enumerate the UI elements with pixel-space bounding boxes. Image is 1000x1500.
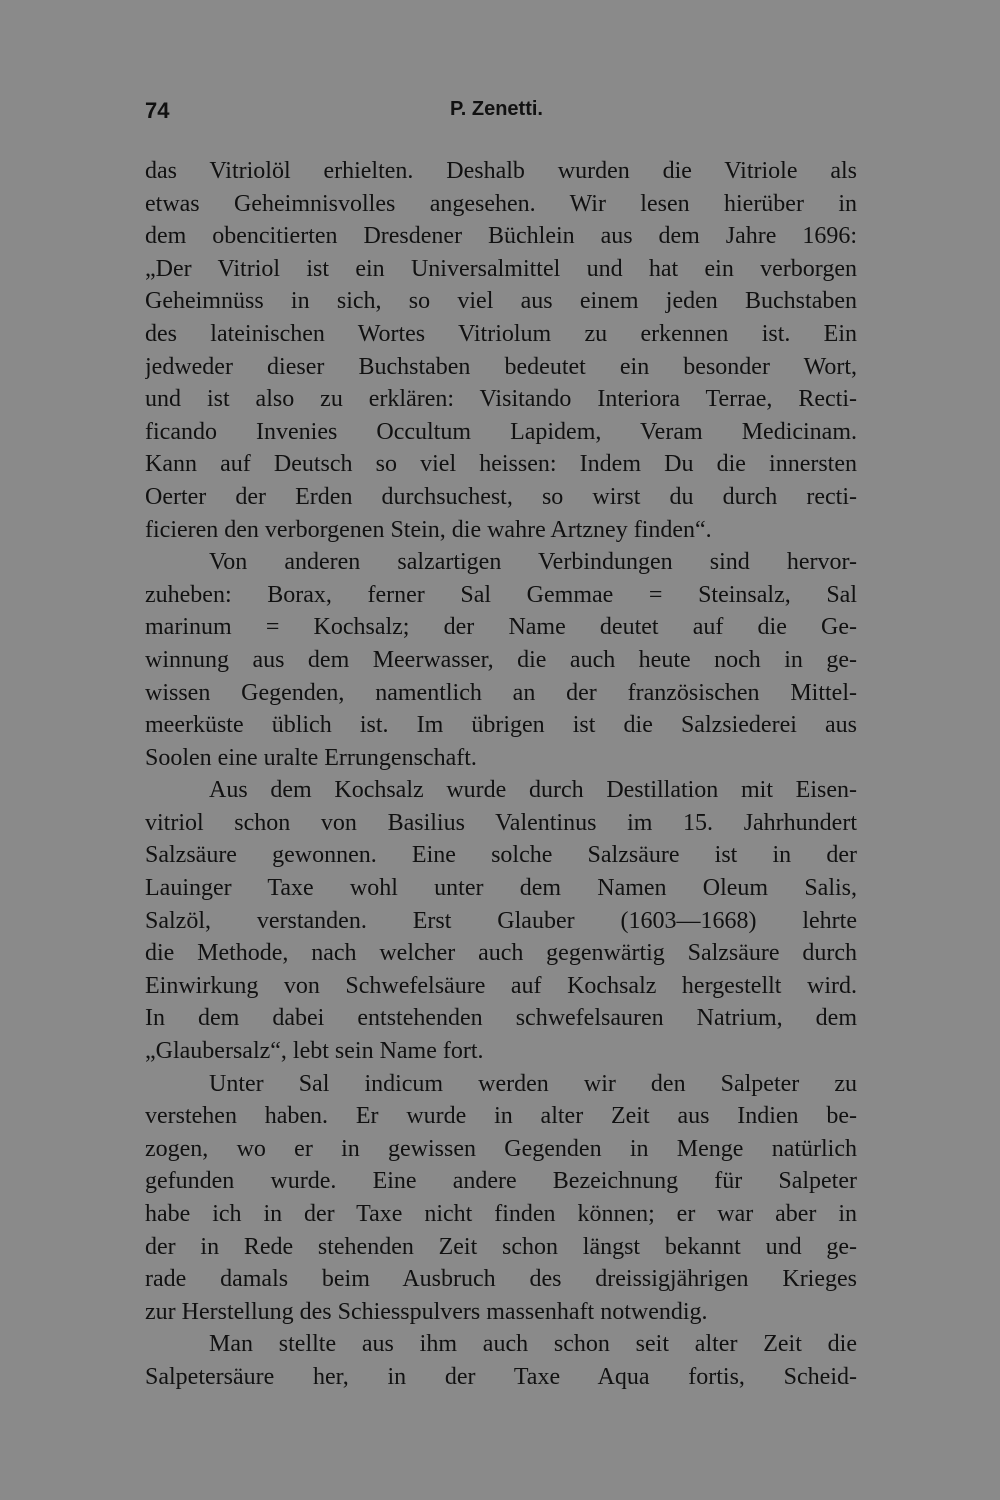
text-line: In dem dabei entstehenden schwefelsauren Natrium, dem xyxy=(145,1005,857,1032)
text-line: Unter Sal indicum werden wir den Salpeter zu xyxy=(209,1070,857,1097)
body-text xyxy=(145,155,857,1394)
text-line: vitriol schon von Basilius Valentinus im 15. Jahrhundert xyxy=(145,809,857,836)
text-line: Salzöl, verstanden. Erst Glauber (1603—1668) lehrte xyxy=(145,907,857,934)
text-line: Einwirkung von Schwefelsäure auf Kochsalz hergestellt wird. xyxy=(145,972,857,999)
text-line: ficieren den verborgenen Stein, die wahre Artzney finden“. xyxy=(145,516,712,543)
text-line: zogen, wo er in gewissen Gegenden in Menge natürlich xyxy=(145,1135,857,1162)
text-line: „Der Vitriol ist ein Universalmittel und hat ein verborgen xyxy=(145,255,857,282)
paragraph xyxy=(145,1068,857,1329)
page-number: 74 xyxy=(145,98,170,123)
text-line: die Methode, nach welcher auch gegenwärtig Salzsäure durch xyxy=(145,940,857,967)
paragraph xyxy=(145,155,857,546)
text-line: zuheben: Borax, ferner Sal Gemmae = Steinsalz, Sal xyxy=(145,581,857,608)
text-line: das Vitriolöl erhielten. Deshalb wurden die Vitriole als xyxy=(145,158,857,184)
text-line: meerküste üblich ist. Im übrigen ist die Salzsiederei aus xyxy=(145,712,857,739)
text-line: der in Rede stehenden Zeit schon längst bekannt und ge- xyxy=(145,1233,857,1260)
text-line: wissen Gegenden, namentlich an der französischen Mittel- xyxy=(145,679,857,706)
text-line: winnung aus dem Meerwasser, die auch heute noch in ge- xyxy=(145,646,857,673)
text-line: marinum = Kochsalz; der Name deutet auf die Ge- xyxy=(145,614,857,641)
text-line: und ist also zu erklären: Visitando Interiora Terrae, Recti- xyxy=(145,386,857,413)
paragraph xyxy=(145,774,857,1067)
text-line: Von anderen salzartigen Verbindungen sind hervor- xyxy=(209,549,857,576)
text-line: jedweder dieser Buchstaben bedeutet ein besonder Wort, xyxy=(145,353,857,380)
text-line: Soolen eine uralte Errungenschaft. xyxy=(145,744,477,771)
text-line: Oerter der Erden durchsuchest, so wirst du durch recti- xyxy=(145,483,857,510)
text-line: ficando Invenies Occultum Lapidem, Veram Medicinam. xyxy=(145,418,857,445)
text-line: verstehen haben. Er wurde in alter Zeit aus Indien be- xyxy=(145,1103,857,1130)
text-line: dem obencitierten Dresdener Büchlein aus dem Jahre 1696: xyxy=(145,223,857,250)
text-line: „Glaubersalz“, lebt sein Name fort. xyxy=(145,1038,484,1065)
text-line: des lateinischen Wortes Vitriolum zu erkennen ist. Ein xyxy=(145,320,857,347)
text-line: Aus dem Kochsalz wurde durch Destillation mit Eisen- xyxy=(209,777,857,804)
paragraph xyxy=(145,546,857,774)
text-line: Salpetersäure her, in der Taxe Aqua fortis, Scheid- xyxy=(145,1363,857,1390)
text-line: Lauinger Taxe wohl unter dem Namen Oleum Salis, xyxy=(145,875,857,902)
text-line: Salzsäure gewonnen. Eine solche Salzsäure ist in der xyxy=(145,842,857,869)
running-head: P. Zenetti. xyxy=(450,98,543,120)
text-line: Geheimnüss in sich, so viel aus einem jeden Buchstaben xyxy=(145,288,857,315)
text-line: gefunden wurde. Eine andere Bezeichnung für Salpeter xyxy=(145,1168,857,1195)
text-line: rade damals beim Ausbruch des dreissigjährigen Krieges xyxy=(145,1266,857,1293)
paragraph xyxy=(145,1328,857,1393)
text-line: zur Herstellung des Schiesspulvers massenhaft notwendig. xyxy=(145,1298,708,1325)
text-line: Man stellte aus ihm auch schon seit alter Zeit die xyxy=(209,1331,857,1358)
text-line: etwas Geheimnisvolles angesehen. Wir lesen hierüber in xyxy=(145,190,857,217)
text-line: habe ich in der Taxe nicht finden können; er war aber in xyxy=(145,1201,857,1227)
text-line: Kann auf Deutsch so viel heissen: Indem Du die innersten xyxy=(145,451,857,478)
page-header xyxy=(145,98,857,130)
